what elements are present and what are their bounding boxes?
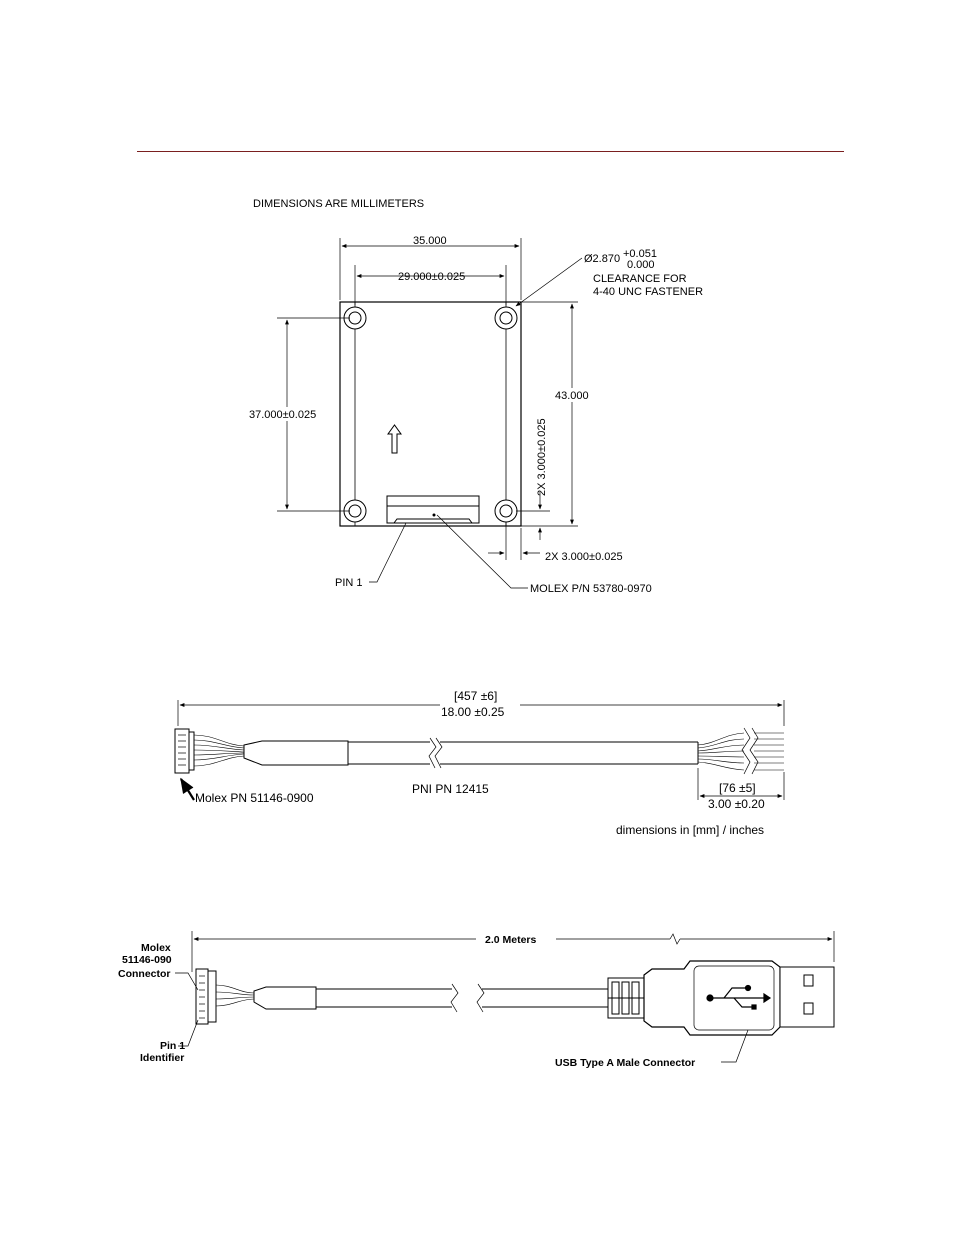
board-connector-pn: MOLEX P/N 53780-0970 [530,583,652,595]
dim-hole-tol-plus: +0.051 [623,248,657,260]
cable-connector-pn: Molex PN 51146-0900 [195,791,314,805]
clearance-note-line2: 4-40 UNC FASTENER [593,286,704,298]
mounting-hole-bottom-right [495,500,517,522]
usb-strain-relief [608,978,644,1018]
pin1-id-line2: Identifier [140,1052,185,1064]
dim-width-overall: 35.000 [413,235,447,247]
clearance-note-line1: CLEARANCE FOR [593,273,687,285]
pin1-id-line1: Pin 1 [160,1040,186,1052]
cable-wires-left [194,735,244,766]
dim-hole-spacing-vertical: 37.000±0.025 [249,409,317,421]
cable-drawing [175,686,784,837]
board-outline [340,302,521,526]
usb-heat-shrink [254,987,316,1009]
dim-hole-spacing-horizontal: 29.000±0.025 [398,271,466,283]
tail-length-mm: [76 ±5] [719,781,756,795]
molex-leader [175,973,198,990]
cable-length-mm: [457 ±6] [454,689,498,703]
usb-cable-molex-connector [196,969,216,1024]
dimensions-note: DIMENSIONS ARE MILLIMETERS [253,198,425,210]
usb-cable-drawing [118,931,834,1069]
usb-connector-label: USB Type A Male Connector [555,1057,696,1069]
dim-height-overall: 43.000 [555,390,589,402]
usb-cable-wires [216,985,254,1006]
cable-pn: PNI PN 12415 [412,782,489,796]
cable-connector [175,729,194,773]
dim-edge-offset-vertical: 2X 3.000±0.025 [536,418,548,496]
cable-length-in: 18.00 ±0.25 [441,705,505,719]
cable-break-left [429,738,436,768]
cable-wires-right [698,733,784,770]
tail-length-in: 3.00 ±0.20 [708,797,765,811]
board-drawing [247,198,703,595]
molex-label-line3: Connector [118,968,171,980]
pin1-arrow-icon [181,779,194,800]
dim-hole-tol-minus: 0.000 [627,259,655,271]
usb-cable-length: 2.0 Meters [485,934,537,946]
board-connector [387,496,479,523]
pin1-label: PIN 1 [335,577,363,589]
molex-label-line2: 51146-090 [122,954,172,966]
heat-shrink-sleeve [244,741,348,765]
mounting-hole-top-right [495,307,517,329]
molex-label-line1: Molex [141,942,171,954]
dim-break-icon [670,934,680,944]
dim-edge-offset-horizontal: 2X 3.000±0.025 [545,551,623,563]
dim-hole-diameter: Ø2.870 [584,253,621,265]
units-note: dimensions in [mm] / inches [616,823,765,837]
